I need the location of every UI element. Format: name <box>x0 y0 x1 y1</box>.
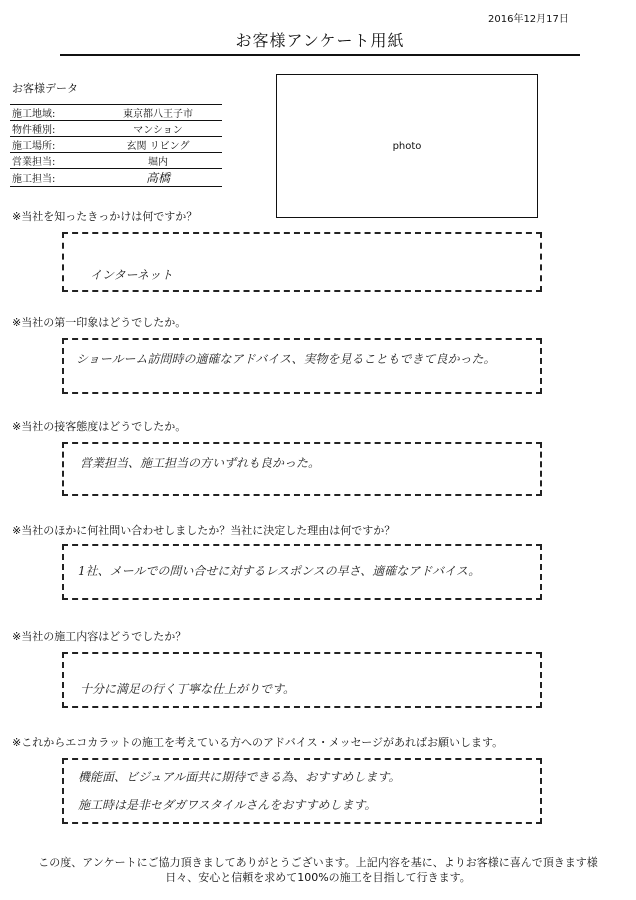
row-key: 施工担当: <box>10 169 94 187</box>
customer-section-label: お客様データ <box>12 82 78 95</box>
question-2: ※当社の第一印象はどうでしたか。 <box>12 316 187 329</box>
table-row <box>10 121 222 137</box>
question-1: ※当社を知ったきっかけは何ですか？ <box>12 210 198 223</box>
date: 2016年12月17日 <box>488 14 569 25</box>
question-4: ※当社のほかに何社問い合わせしましたか？当社に決定した理由は何ですか？ <box>12 524 396 537</box>
row-key: 施工地域: <box>10 105 94 121</box>
answer-box-1 <box>62 232 542 292</box>
row-value: マンション <box>94 121 222 137</box>
row-value: 玄関 リビング <box>94 137 222 153</box>
answer-3-line-1: 営業担当、施工担当の方いずれも良かった。 <box>80 456 321 470</box>
answer-5-line-1: 十分に満足の行く丁寧な仕上がりです。 <box>80 682 296 696</box>
customer-data-table <box>10 104 222 187</box>
question-5: ※当社の施工内容はどうでしたか？ <box>12 630 187 643</box>
table-row <box>10 105 222 121</box>
row-value-handwritten: 高橋 <box>94 169 222 187</box>
table-row <box>10 153 222 169</box>
answer-4-line-1: 1社、メールでの問い合せに対するレスポンスの早さ、適確なアドバイス。 <box>78 564 481 578</box>
answer-2-line-1: ショールーム訪問時の適確なアドバイス、実物を見ることもできて良かった。 <box>76 352 496 366</box>
question-6: ※これからエコカラットの施工を考えている方へのアドバイス・メッセージがあればお願いします。 <box>12 736 504 749</box>
row-key: 物件種別: <box>10 121 94 137</box>
row-value: 堀内 <box>94 153 222 169</box>
table-row <box>10 137 222 153</box>
footer-line-1: この度、アンケートにご協力頂きましてありがとうございます。上記内容を基に、よりお客様に喜んで頂きます様 <box>38 856 598 869</box>
footer-line-2: 日々、安心と信頼を求めて100%の施工を目指して行きます。 <box>165 871 471 884</box>
page-title: お客様アンケート用紙 <box>60 28 580 56</box>
row-key: 施工場所: <box>10 137 94 153</box>
question-3: ※当社の接客態度はどうでしたか。 <box>12 420 187 433</box>
photo-label: photo <box>392 140 422 152</box>
row-value: 東京都八王子市 <box>94 105 222 121</box>
photo-placeholder <box>276 74 538 218</box>
answer-1-line-1: インターネット <box>90 268 173 282</box>
answer-6-line-1: 機能面、ビジュアル面共に期待できる為、おすすめします。 <box>78 770 401 784</box>
table-row <box>10 169 222 187</box>
footer-message <box>0 855 636 885</box>
row-key: 営業担当: <box>10 153 94 169</box>
answer-6-line-2: 施工時は是非セダガワスタイルさんをおすすめします。 <box>78 798 377 812</box>
